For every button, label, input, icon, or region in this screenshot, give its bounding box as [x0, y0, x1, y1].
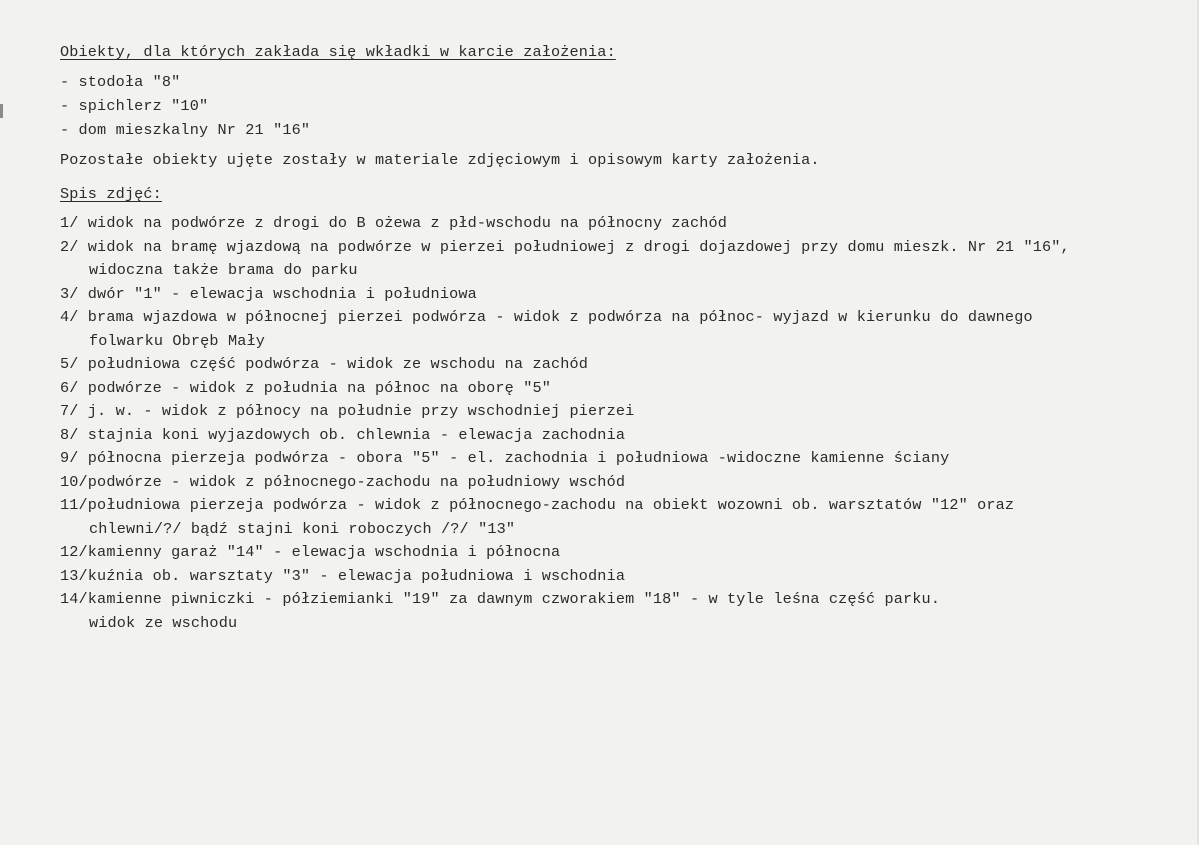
object-item: - dom mieszkalny Nr 21 "16": [60, 121, 311, 139]
photo-item: 9/ północna pierzeja podwórza - obora "5" - el. zachodnia i południowa -widoczne kamienne ściany: [60, 449, 950, 467]
photo-item: 8/ stajnia koni wyjazdowych ob. chlewnia - elewacja zachodnia: [60, 425, 626, 444]
binding-mark: [0, 104, 3, 118]
photo-item-continuation: widoczna także brama do parku: [89, 261, 358, 279]
photo-item: 7/ j. w. - widok z północy na południe przy wschodniej pierzei: [60, 402, 635, 420]
photo-item: 6/ podwórze - widok z południa na północ na oborę "5": [60, 378, 551, 397]
photo-list-heading: Spis zdjęć:: [60, 185, 162, 203]
photo-item-continuation: widok ze wschodu: [89, 613, 238, 632]
photo-item: 10/podwórze - widok z północnego-zachodu na południowy wschód: [60, 472, 626, 491]
inserts-heading: Obiekty, dla których zakłada się wkładki w karcie założenia:: [60, 43, 616, 61]
photo-item-continuation: chlewni/?/ bądź stajni koni roboczych /?/ "13": [89, 519, 516, 538]
photo-item: 1/ widok na podwórze z drogi do B ożewa z płd-wschodu na północny zachód: [60, 214, 728, 232]
object-item: - stodoła "8": [60, 73, 181, 91]
photo-item-continuation: folwarku Obręb Mały: [89, 331, 266, 350]
photo-item: 14/kamienne piwniczki - półziemianki "19" za dawnym czworakiem "18" - w tyle leśna część parku.: [60, 590, 941, 608]
photo-item: 12/kamienny garaż "14" - elewacja wschodnia i północna: [60, 543, 561, 561]
photo-item: 13/kuźnia ob. warsztaty "3" - elewacja południowa i wschodnia: [60, 566, 626, 585]
photo-item: 2/ widok na bramę wjazdową na podwórze w pierzei południowej z drogi dojazdowej przy domu mieszk. Nr 21 "16",: [60, 237, 1070, 256]
photo-list: [60, 212, 1180, 635]
photo-item: 11/południowa pierzeja podwórza - widok z północnego-zachodu na obiekt wozowni ob. warsztatów "12" oraz: [60, 496, 1015, 514]
photo-item: 5/ południowa część podwórza - widok ze wschodu na zachód: [60, 355, 589, 373]
typewritten-text: [60, 40, 1180, 635]
photo-item: 3/ dwór "1" - elewacja wschodnia i południowa: [60, 284, 477, 303]
object-item: - spichlerz "10": [60, 97, 209, 115]
photo-item: 4/ brama wjazdowa w północnej pierzei podwórza - widok z podwórza na północ- wyjazd w kierunku do dawnego: [60, 308, 1033, 326]
remaining-objects-note: Pozostałe obiekty ujęte zostały w materiale zdjęciowym i opisowym karty założenia.: [60, 151, 820, 169]
